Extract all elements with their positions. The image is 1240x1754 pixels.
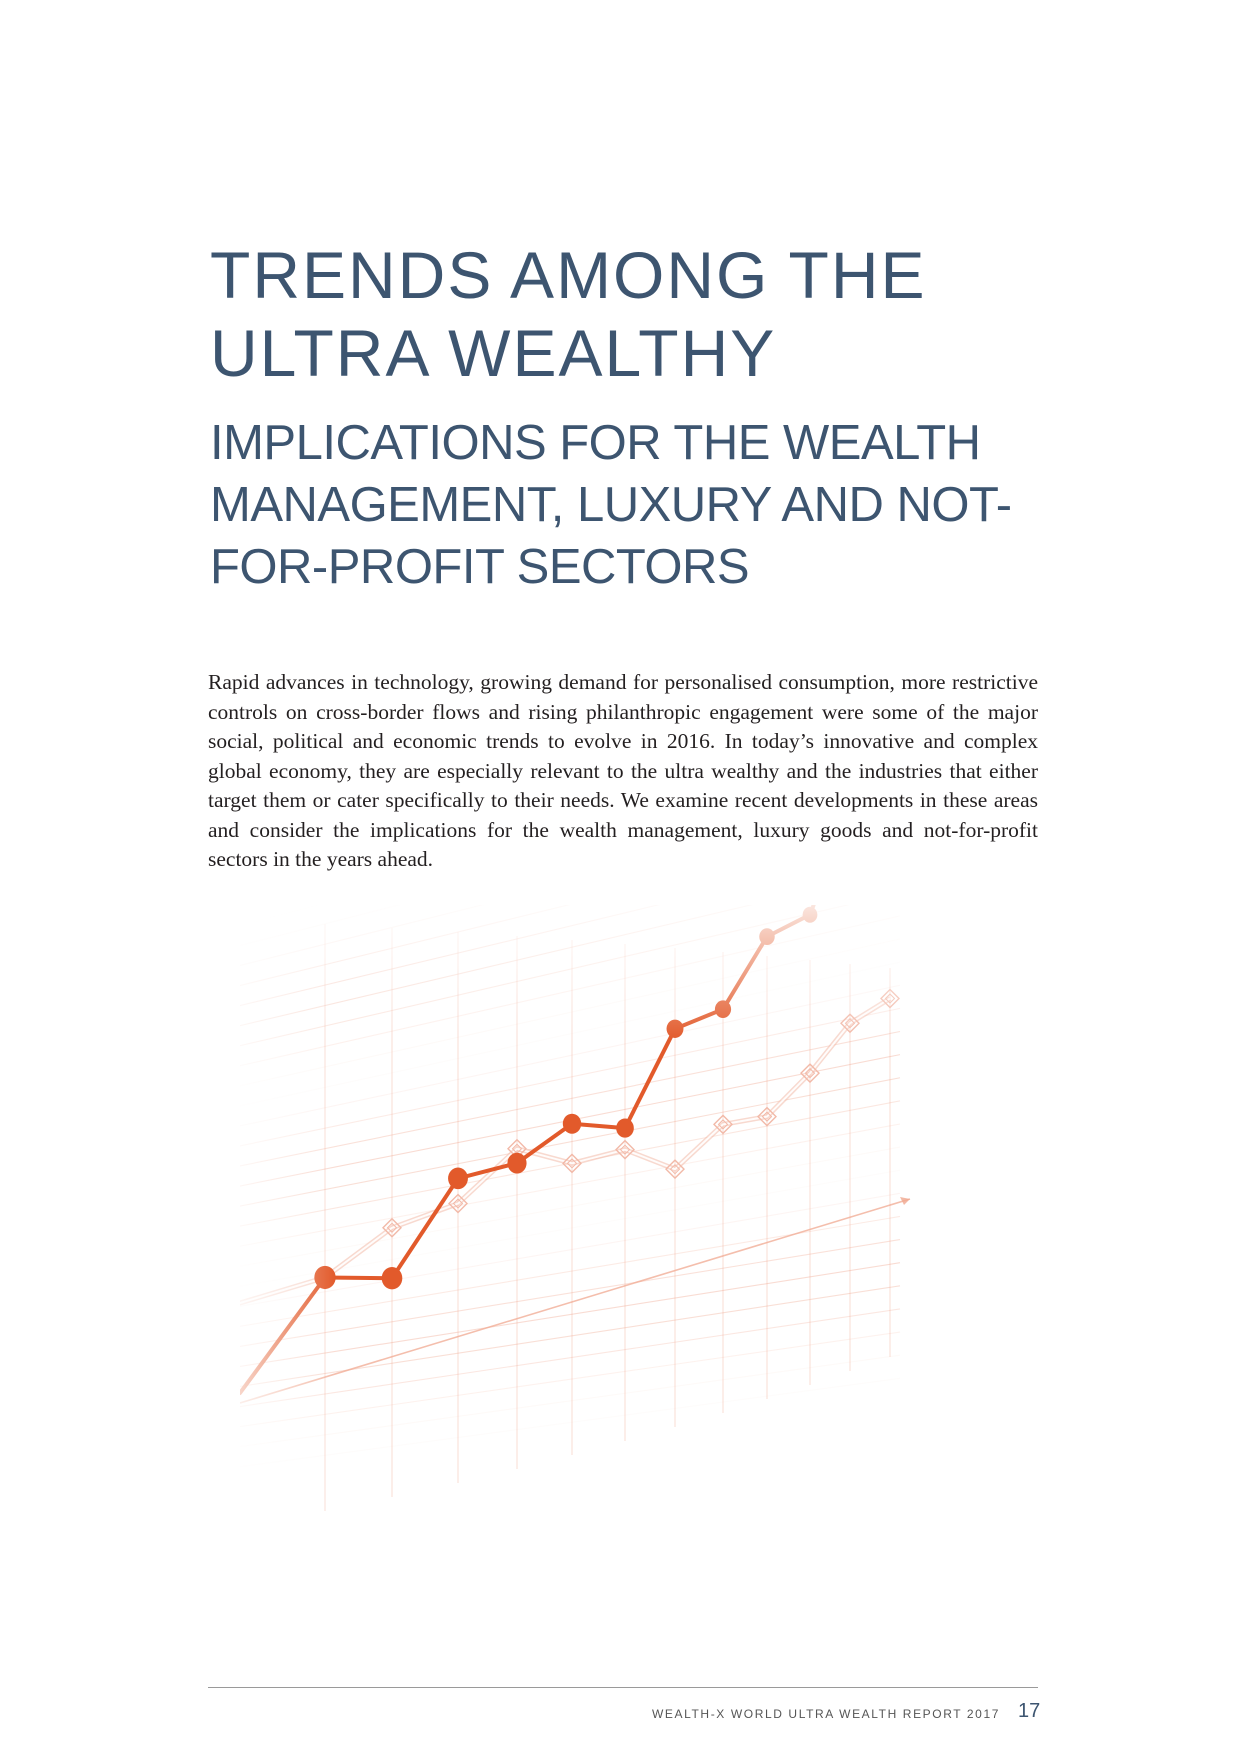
page-title: TRENDS AMONG THE ULTRA WEALTHY xyxy=(210,238,927,390)
page-number: 17 xyxy=(1018,1700,1041,1722)
footer-report-name: WEALTH-X WORLD ULTRA WEALTH REPORT 2017 xyxy=(651,1707,1000,1721)
chart-fade-vertical xyxy=(240,905,1040,1665)
decorative-trend-chart xyxy=(240,905,1040,1665)
footer-divider xyxy=(208,1687,1038,1688)
intro-paragraph: Rapid advances in technology, growing demand for personalised consumption, more restrictive controls on cross-border flows and rising philanthropic engagement were some of the major social, political and economic trends to evolve in 2016. In today’s innovative and complex global economy, they are especially relevant to the ultra wealthy and the industries that either target them or cater specifically to their needs. We examine recent developments in these areas and consider the implications for the wealth management, luxury goods and not-for-profit sectors in the years ahead. xyxy=(208,670,1038,871)
page-subtitle: IMPLICATIONS FOR THE WEALTH MANAGEMENT, LUXURY AND NOT-FOR-PROFIT SECTORS xyxy=(210,416,1012,594)
